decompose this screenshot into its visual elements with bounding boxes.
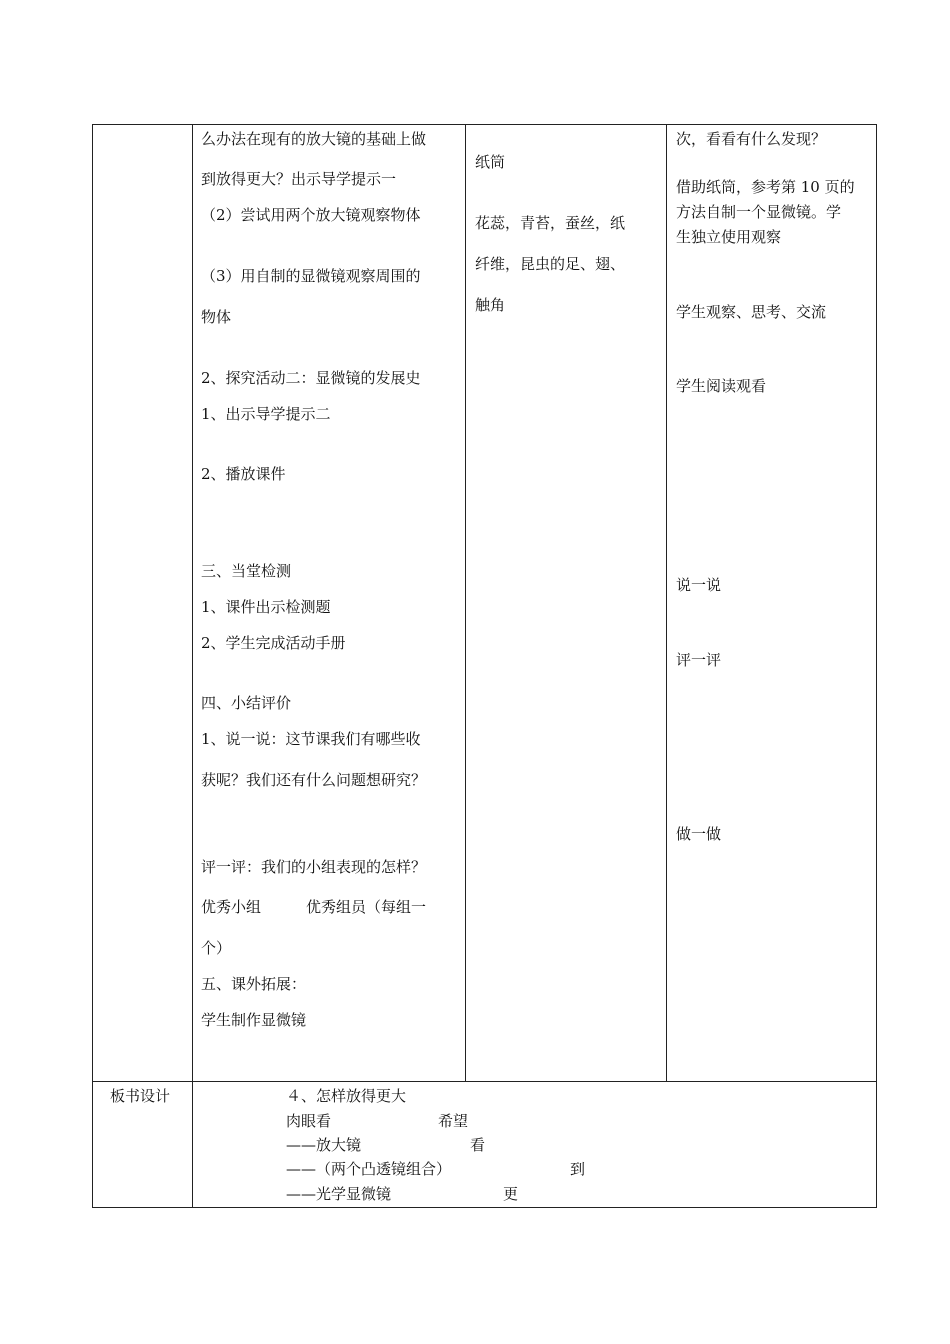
teacher-text-line: 1、出示导学提示二 [201, 405, 331, 423]
table-row-divider [92, 1081, 877, 1082]
board-right-word: 到 [570, 1160, 586, 1178]
board-left-line: ——放大镜 [286, 1136, 362, 1154]
teacher-text-line: 三、当堂检测 [201, 562, 292, 580]
board-left-line: ——（两个凸透镜组合） [286, 1160, 452, 1178]
teacher-text-line: 个） [201, 939, 232, 957]
student-text-line: 借助纸筒，参考第 10 页的 [676, 178, 855, 196]
teacher-text-line: 到放得更大？出示导学提示一 [201, 170, 397, 188]
teacher-text-line: 学生制作显微镜 [201, 1011, 307, 1029]
table-left-border [92, 124, 93, 1208]
teacher-text-line: 四、小结评价 [201, 694, 292, 712]
table-col-divider-3 [666, 124, 667, 1081]
student-text-line: 生独立使用观察 [676, 228, 782, 246]
board-right-word: 看 [470, 1136, 486, 1154]
materials-text-line: 纸筒 [475, 153, 506, 171]
teacher-text-line: （2）尝试用两个放大镜观察物体 [201, 206, 421, 224]
table-bottom-border [92, 1207, 877, 1208]
student-text-line: 次，看看有什么发现？ [676, 130, 827, 148]
teacher-text-line: 1、说一说：这节课我们有哪些收 [201, 730, 421, 748]
teacher-text-line: 优秀小组 优秀组员（每组一 [201, 898, 427, 916]
teacher-text-line: 2、播放课件 [201, 465, 286, 483]
teacher-text-line: 么办法在现有的放大镜的基础上做 [201, 130, 427, 148]
table-col-divider-1 [192, 124, 193, 1208]
teacher-text-line: 五、课外拓展： [201, 975, 307, 993]
board-left-line: ——光学显微镜 [286, 1185, 392, 1203]
materials-text-line: 花蕊，青苔，蚕丝，纸 [475, 214, 626, 232]
student-text-line: 做一做 [676, 825, 722, 843]
materials-text-line: 触角 [475, 296, 506, 314]
student-text-line: 说一说 [676, 576, 722, 594]
teacher-text-line: 评一评：我们的小组表现的怎样？ [201, 858, 427, 876]
table-top-border [92, 124, 877, 125]
teacher-text-line: 2、学生完成活动手册 [201, 634, 346, 652]
board-title: ４、怎样放得更大 [286, 1087, 407, 1105]
board-right-word: 希望 [438, 1112, 469, 1130]
student-text-line: 学生阅读观看 [676, 377, 767, 395]
teacher-text-line: 1、课件出示检测题 [201, 598, 331, 616]
student-text-line: 方法自制一个显微镜。学 [676, 203, 842, 221]
materials-text-line: 纤维，昆虫的足、翅、 [475, 255, 626, 273]
board-right-word: 更 [503, 1185, 519, 1203]
student-text-line: 评一评 [676, 651, 722, 669]
teacher-text-line: 物体 [201, 308, 232, 326]
board-left-line: 肉眼看 [286, 1112, 332, 1130]
student-text-line: 学生观察、思考、交流 [676, 303, 827, 321]
table-right-border [876, 124, 877, 1208]
teacher-text-line: 获呢？我们还有什么问题想研究？ [201, 771, 427, 789]
teacher-text-line: 2、探究活动二：显微镜的发展史 [201, 369, 421, 387]
teacher-text-line: （3）用自制的显微镜观察周围的 [201, 267, 421, 285]
table-col-divider-2 [465, 124, 466, 1081]
board-design-label: 板书设计 [110, 1087, 171, 1105]
